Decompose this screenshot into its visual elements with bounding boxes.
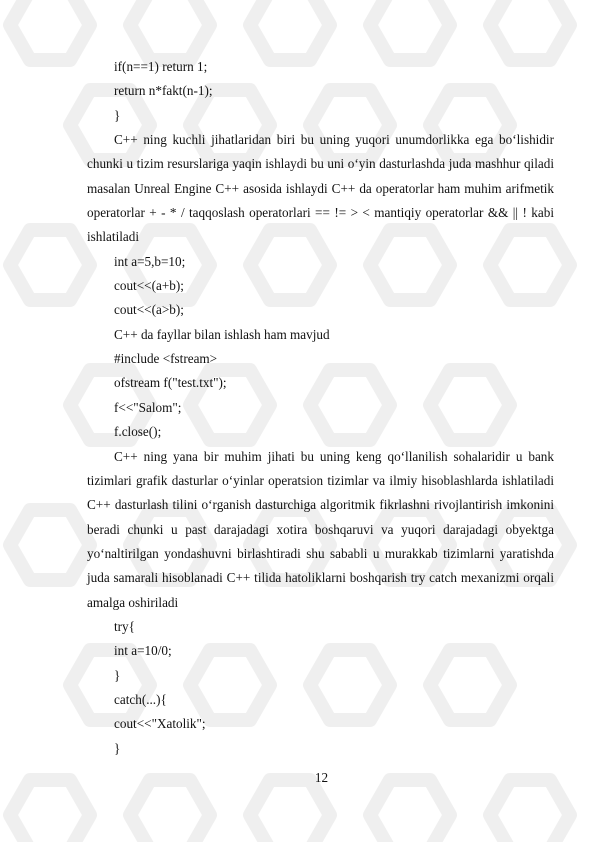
code-line: int a=10/0; bbox=[114, 643, 172, 659]
code-line: cout<<(a+b); bbox=[114, 278, 184, 294]
paragraph: C++ ning yana bir muhim jihati bu uning keng qo‘llanilish sohalaridir u bank tizimlari grafik dasturlar o‘yinlar operatsion tizimlar va ilmiy hisoblashlarda ishlatiladi C++ dasturlash tilini o‘rganish dasturchiga algoritmik fikrlashni rivojlantirish imkonini beradi chunki u past darajadagi xotira boshqaruvi va yuqori darajadagi obyektga yo‘naltirilgan yondashuvni birlashtiradi shu sababli u murakkab tizimlarni yaratishda juda samarali hisoblanadi C++ tilida hatoliklarni boshqarish try catch mexanizmi orqali amalga oshiriladi bbox=[87, 448, 554, 610]
code-line: f<<"Salom"; bbox=[114, 399, 182, 415]
page-number: 12 bbox=[314, 770, 329, 785]
paragraph: C++ ning kuchli jihatlaridan biri bu uning yuqori unumdorlikka ega bo‘lishidir chunki u tizim resurslariga yaqin ishlaydi bu uni o‘yin dasturlashda juda mashhur qiladi masalan Unreal Engine C++ asosida ishlaydi C++ da operatorlar ham muhim arifmetik operatorlar + - * / taqqoslash operatorlari == != > < mantiqiy operatorlar && || ! kabi ishlatiladi bbox=[87, 132, 554, 245]
code-line: cout<<(a>b); bbox=[114, 302, 184, 318]
text-line: C++ da fayllar bilan ishlash ham mavjud bbox=[114, 326, 330, 342]
code-line: #include <fstream> bbox=[114, 351, 218, 367]
code-line: catch(...){ bbox=[114, 691, 167, 707]
code-line: ofstream f("test.txt"); bbox=[114, 375, 227, 391]
body-text bbox=[87, 55, 554, 761]
code-line: try{ bbox=[114, 618, 135, 634]
code-line: return n*fakt(n-1); bbox=[114, 83, 213, 99]
code-line: if(n==1) return 1; bbox=[114, 59, 208, 74]
code-line: f.close(); bbox=[114, 424, 162, 440]
code-line: } bbox=[114, 740, 121, 756]
code-line: } bbox=[114, 667, 121, 683]
code-line: int a=5,b=10; bbox=[114, 253, 186, 269]
code-line: cout<<"Xatolik"; bbox=[114, 716, 206, 732]
code-line: } bbox=[114, 107, 121, 123]
